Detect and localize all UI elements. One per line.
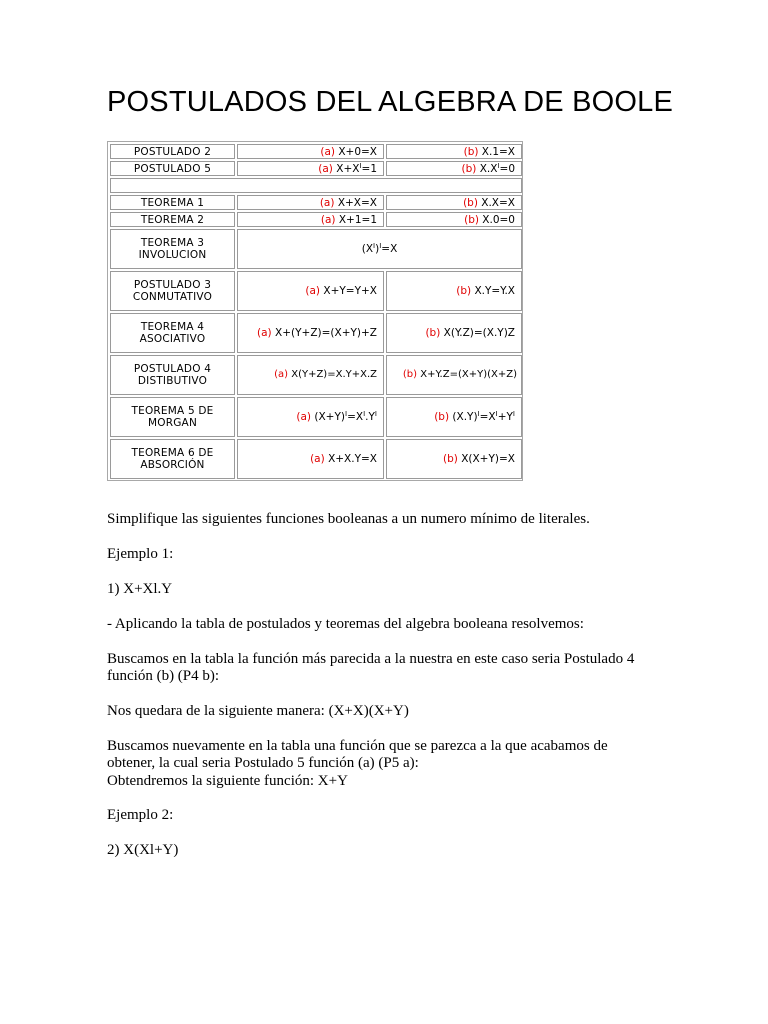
- expr-b: (b) $(X.Y)^I=X^I+Y^I$: [386, 397, 522, 437]
- row-name: POSTULADO 4 DISTIBUTIVO: [110, 355, 235, 395]
- row-name: TEOREMA 5 DE MORGAN: [110, 397, 235, 437]
- expr-b: (b) X(X+Y)=X: [386, 439, 522, 479]
- expr-b: (b) X.Y=Y.X: [386, 271, 522, 311]
- row-name: TEOREMA 3 INVOLUCION: [110, 229, 235, 269]
- table-row: [110, 439, 522, 479]
- expr-a: (a) X(Y+Z)=X.Y+X.Z: [237, 355, 384, 395]
- expr-involution: $(X^I)^I=X$: [237, 229, 522, 269]
- expr-b: (b) $X.X^I=0$: [386, 161, 522, 176]
- expr-a: (a) X+(Y+Z)=(X+Y)+Z: [237, 313, 384, 353]
- table-row: [110, 313, 522, 353]
- step-1-result: Nos quedara de la siguiente manera: (X+X)(X+Y): [107, 703, 409, 719]
- table-row: [110, 271, 522, 311]
- example-2-heading: Ejemplo 2:: [107, 807, 174, 823]
- expr-a: (a) $X+X^I=1$: [237, 161, 384, 176]
- expr-b: (b) X.X=X: [386, 195, 522, 210]
- table-row-empty: [110, 178, 522, 193]
- example-2-function: 2) X(Xl+Y): [107, 842, 179, 858]
- expr-a: (a) X+1=1: [237, 212, 384, 227]
- postulates-table: [107, 141, 523, 481]
- expr-a: (a) $(X+Y)^I=X^I.Y^I$: [237, 397, 384, 437]
- apply-text: - Aplicando la tabla de postulados y teoremas del algebra booleana resolvemos:: [107, 616, 584, 632]
- row-name: POSTULADO 2: [110, 144, 235, 159]
- table-row: [110, 355, 522, 395]
- table-row: [110, 144, 522, 159]
- table-row: [110, 229, 522, 269]
- example-1-heading: Ejemplo 1:: [107, 546, 174, 562]
- row-name: TEOREMA 6 DE ABSORCIÓN: [110, 439, 235, 479]
- table-row: [110, 161, 522, 176]
- table-row: [110, 397, 522, 437]
- empty-row: [110, 178, 522, 193]
- example-1-function: 1) X+Xl.Y: [107, 581, 173, 597]
- expr-b: (b) X.0=0: [386, 212, 522, 227]
- step-2-result: Obtendremos la siguiente función: X+Y: [107, 773, 348, 789]
- table-row: [110, 195, 522, 210]
- row-name: POSTULADO 3 CONMUTATIVO: [110, 271, 235, 311]
- expr-b: (b) X+Y.Z=(X+Y)(X+Z): [386, 355, 522, 395]
- expr-b: (b) X.1=X: [386, 144, 522, 159]
- row-name: TEOREMA 2: [110, 212, 235, 227]
- table-row: [110, 212, 522, 227]
- expr-a: (a) X+X.Y=X: [237, 439, 384, 479]
- row-name: TEOREMA 4 ASOCIATIVO: [110, 313, 235, 353]
- intro-text: Simplifique las siguientes funciones booleanas a un numero mínimo de literales.: [107, 511, 590, 527]
- expr-a: (a) X+Y=Y+X: [237, 271, 384, 311]
- page-title: POSTULADOS DEL ALGEBRA DE BOOLE: [107, 86, 673, 118]
- step-1-text: Buscamos en la tabla la función más parecida a la nuestra en este caso seria Postulado 4 función (b) (P4 b):: [107, 651, 635, 684]
- row-name: POSTULADO 5: [110, 161, 235, 176]
- expr-a: (a) X+0=X: [237, 144, 384, 159]
- step-2-text: Buscamos nuevamente en la tabla una función que se parezca a la que acabamos de obtener, la cual seria Postulado 5 función (a) (P5 a):: [107, 738, 608, 771]
- expr-a: (a) X+X=X: [237, 195, 384, 210]
- row-name: TEOREMA 1: [110, 195, 235, 210]
- expr-b: (b) X(Y.Z)=(X.Y)Z: [386, 313, 522, 353]
